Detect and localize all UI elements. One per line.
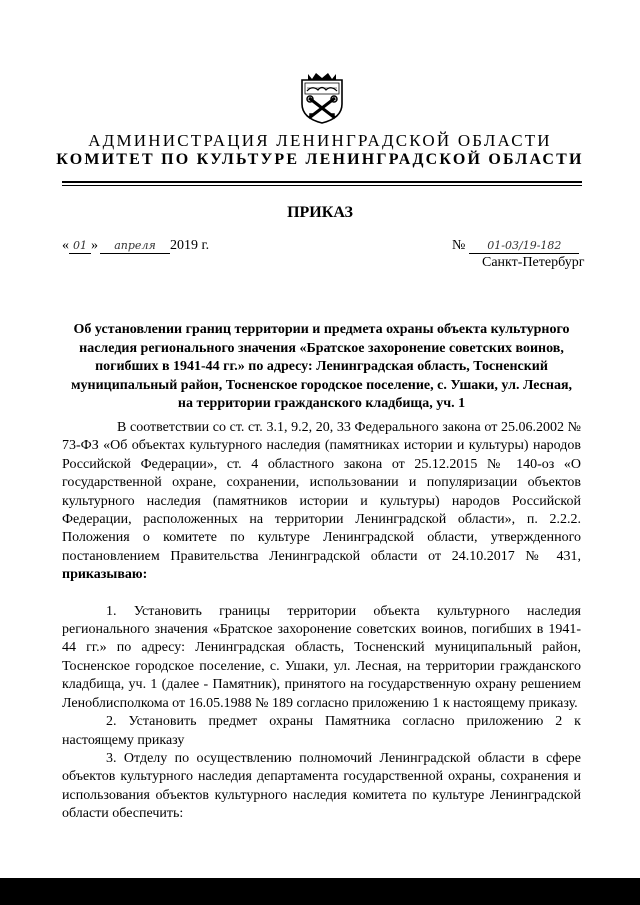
header-rule-thin — [62, 185, 582, 186]
preamble-paragraph — [62, 419, 581, 585]
document-date — [62, 237, 209, 255]
header-rule-thick — [62, 181, 582, 183]
document-title: Об установлении границ территории и предмета охраны объекта культурного наследия регионального значения «Братское захоронение советских воинов, погибших в 1941-44 гг.» по адресу: Ленинградская область, Тосненский муниципальный район, Тосненское городское поселение, с. Ушаки, ул. Лесная, на территории гражданского кладбища, уч. 1 — [70, 322, 573, 411]
org-name-committee: КОМИТЕТ ПО КУЛЬТУРЕ ЛЕНИНГРАДСКОЙ ОБЛАСТИ — [56, 151, 584, 168]
coat-of-arms-icon — [300, 70, 344, 124]
item-3-paragraph: 3. Отделу по осуществлению полномочий Ленинградской области в сфере объектов культурного наследия департамента государственной охраны, сохранения и использования объектов культурного наследия комитета по культуре Ленинградской области обеспечить: — [62, 750, 581, 822]
document-city: Санкт-Петербург — [482, 255, 585, 270]
date-open-quote: « — [62, 238, 69, 253]
item-2-paragraph: 2. Установить предмет охраны Памятника согласно приложению 2 к настоящему приказу — [62, 714, 581, 748]
document-number — [452, 237, 579, 255]
scan-bottom-border — [0, 878, 640, 905]
number-label: № — [452, 238, 466, 253]
document-body — [62, 419, 581, 824]
decree-word: приказываю: — [62, 567, 148, 583]
date-day-handwritten: 01 — [69, 239, 91, 254]
number-value-handwritten: 01-03/19-182 — [469, 239, 579, 254]
org-name-administration: АДМИНИСТРАЦИЯ ЛЕНИНГРАДСКОЙ ОБЛАСТИ — [88, 131, 552, 150]
document-type: ПРИКАЗ — [287, 204, 353, 221]
item-1-paragraph: 1. Установить границы территории объекта культурного наследия регионального значения «Братское захоронение советских воинов, погибших в 1941-44 гг.» по адресу: Ленинградская область, Тосненский муниципальный район, Тосненское городское поселение, с. Ушаки, ул. Лесная, на территории гражданского кладбища, уч. 1 (далее - Памятник), принятого на государственную охрану решением Леноблисполкома от 16.05.1988 № 189 согласно приложению 1 к настоящему приказу. — [62, 603, 581, 711]
date-year: 2019 г. — [170, 238, 210, 253]
date-month-handwritten: апреля — [100, 239, 170, 254]
preamble-text: В соответствии со ст. ст. 3.1, 9.2, 20, 33 Федерального закона от 25.06.2002 № 73-ФЗ «Об объектах культурного наследия (памятниках истории и культуры) народов Российской Федерации», ст. 4 областного закона от 25.12.2015 № 140-оз «О государственной охране, сохранении, использовании и популяризации объектов культурного наследия (памятников истории и культуры) народов Российской Федерации, расположенных на территории Ленинградской области», п. 2.2.2. Положения о комитете по культуре Ленинградской области, утвержденного постановлением Правительства Ленинградской области от 24.10.2017 № 431, — [62, 420, 581, 564]
date-close-quote: » — [91, 238, 98, 253]
